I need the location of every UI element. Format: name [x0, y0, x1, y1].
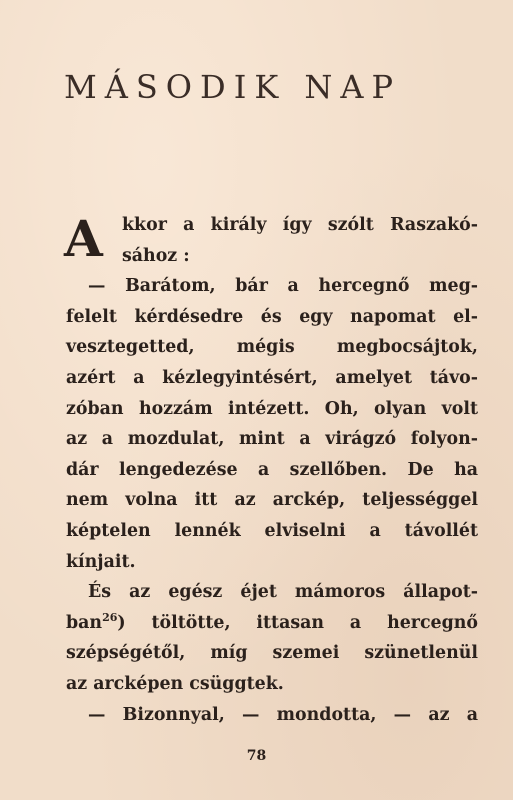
text-line: az arcképen csüggtek. — [66, 673, 284, 694]
text-line: zóban hozzám intézett. Oh, olyan volt — [66, 398, 478, 419]
text-fragment: ban — [66, 612, 103, 633]
text-line: vesztegetted, mégis megbocsájtok, — [66, 337, 478, 358]
page-number: 78 — [246, 748, 267, 764]
drop-cap-letter: A — [64, 209, 103, 268]
text-line: szépségétől, míg szemei szünetlenül — [66, 643, 478, 664]
text-line: képtelen lennék elviselni a távollét — [66, 520, 478, 541]
text-line-with-footnote — [66, 608, 478, 639]
text-line: kkor a király így szólt Raszakó- — [122, 215, 478, 235]
body-text — [66, 210, 478, 730]
text-line: azért a kézlegyintésért, amelyet távo- — [66, 367, 478, 388]
text-line: sához : — [122, 245, 190, 266]
text-fragment: ) töltötte, ittasan a hercegnő — [117, 612, 478, 633]
text-line: dár lengedezése a szellőben. De ha — [66, 459, 478, 480]
text-line: felelt kérdésedre és egy napomat el- — [66, 306, 478, 327]
footnote-reference: 26 — [102, 610, 118, 624]
text-line: az a mozdulat, mint a virágzó folyon- — [66, 429, 478, 450]
chapter-title: MÁSODIK NAP — [64, 68, 402, 106]
text-line: — Barátom, bár a hercegnő meg- — [88, 276, 478, 297]
text-line: És az egész éjet mámoros állapot- — [88, 582, 478, 603]
text-line: nem volna itt az arckép, teljességgel — [66, 490, 478, 511]
text-line: kínjait. — [66, 551, 136, 572]
text-line: — Bizonnyal, — mondotta, — az a — [88, 704, 478, 725]
